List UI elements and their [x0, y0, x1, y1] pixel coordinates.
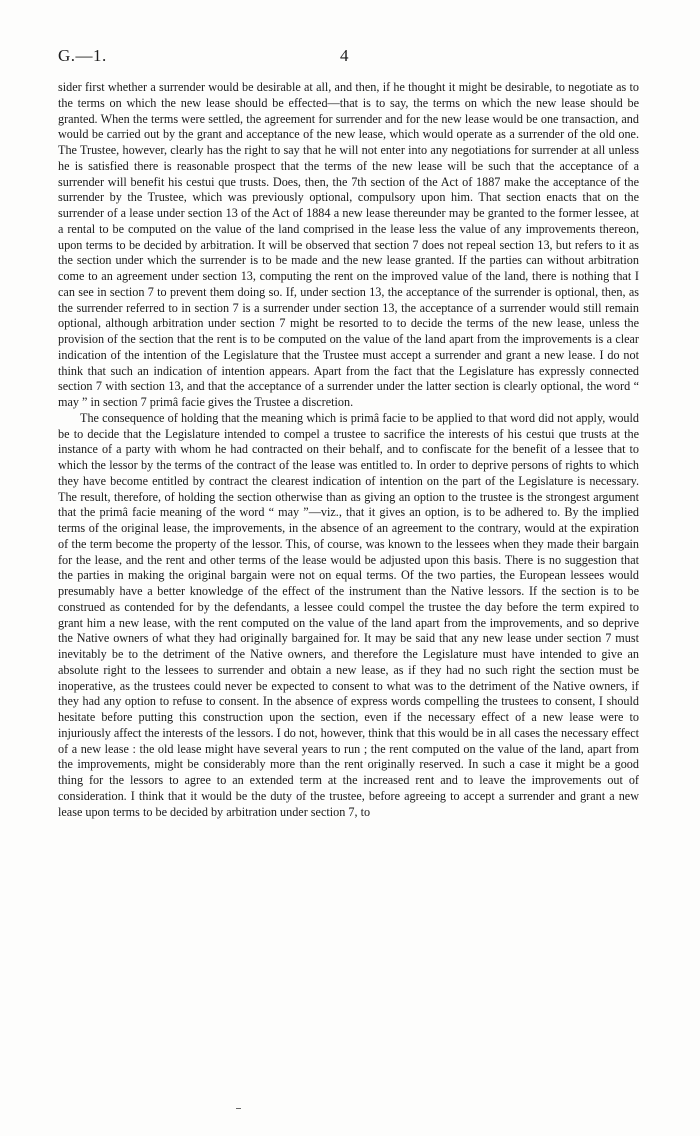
scan-mark — [236, 1108, 241, 1109]
document-reference: G.—1. — [58, 46, 107, 65]
page-header — [0, 46, 700, 70]
body-text — [58, 80, 639, 820]
paragraph: The consequence of holding that the meaning which is primâ facie to be applied to that word did not apply, would be to decide that the Legislature intended to compel a trustee to sacrifice the interests of his cestui que trusts at the instance of a party with whom he had contracted on their behalf, and to confiscate for the benefit of a lessee that to which the lessor by the terms of the contract of the lease was entitled to. In order to deprive persons of rights to which they have become entitled by contract the clearest indication of intention on the part of the Legislature is necessary. The result, therefore, of holding the section otherwise than as giving an option to the trustee is the strongest argument that the primâ facie meaning of the word “ may ”—viz., that it gives an option, is to be adhered to. By the implied terms of the original lease, the improvements, in the absence of an agreement to the contrary, would at the expiration of the term become the property of the lessor. This, of course, was known to the lessees when they made their bargain for the lease, and the rent and other terms of the lease would be adjusted upon this basis. There is no suggestion that the parties in making the original bargain were not on equal terms. Of the two parties, the European lessees would presumably have a better knowledge of the effect of the instrument than the Native lessors. If the section is to be construed as contended for by the defendants, a lessee could compel the trustee the day before the term expired to grant him a new lease, with the rent computed on the value of the land apart from the improvements, and so deprive the Native owners of what they had originally bargained for. It may be said that any new lease under section 7 must inevitably be to the detriment of the Native owners, and therefore the Legislature must have intended to give an absolute right to the lessees to surrender and obtain a new lease, as if they had no such right the section must be inoperative, as the trustees could never be expected to consent to what was to the detriment of the Native owners, if they had any option to refuse to consent. In the absence of express words compelling the trustees to consent, I should hesitate before putting this construction upon the section, even if the necessary effect of a new lease were to injuriously affect the interests of the lessors. I do not, however, think that this would be in all cases the necessary effect of a new lease : the old lease might have several years to run ; the rent computed on the value of the land, apart from the improvements, might be considerably more than the rent originally reserved. In such a case it might be a good thing for the lessors to agree to an extended term at the increased rent and to leave the improvements out of consideration. I think that it would be the duty of the trustee, before agreeing to accept a surrender and grant a new lease upon terms to be decided by arbitration under section 7, to — [58, 410, 639, 819]
paragraph: sider first whether a surrender would be desirable at all, and then, if he thought it might be desirable, to negotiate as to the terms on which the new lease should be effected—that is to say, the terms on which the new lease should be granted. When the terms were settled, the agreement for surrender and for the new lease would be one transaction, and would be carried out by the grant and acceptance of the new lease, which would operate as a surrender of the old one. The Trustee, however, clearly has the right to say that he will not enter into any negotiations for surrender at all unless he is satisfied there is reasonable prospect that the terms of the new lease will be such that the acceptance of a surrender will benefit his cestui que trusts. Does, then, the 7th section of the Act of 1887 make the acceptance of the surrender by the Trustee, which was previously optional, compulsory upon him. That section enacts that on the surrender of a lease under section 13 of the Act of 1884 a new lease thereunder may be granted to the former lessee, at a rental to be computed on the value of the land comprised in the lease less the value of any improvements thereon, upon terms to be decided by arbitration. It will be observed that section 7 does not repeal section 13, but refers to it as the section under which the surrender is to be made and the new lease granted. If the parties can without arbitration come to an agreement under section 13, computing the rent on the improved value of the land, there is nothing that I can see in section 7 to prevent them doing so. If, under section 13, the acceptance of the surrender is optional, then, as the surrender referred to in section 7 is a surrender under section 13, the acceptance of a surrender would still remain optional, although arbitration under section 7 might be resorted to to decide the terms of the new lease, unless the provision of the section that the rent is to be computed on the value of the land apart from the improvements is a clear indication of the intention of the Legislature that the Trustee must accept a surrender and grant a new lease. I do not think that such an indication of intention appears. Apart from the fact that the Legislature has expressly connected section 7 with section 13, and that the acceptance of a surrender under the latter section is clearly optional, the word “ may ” in section 7 primâ facie gives the Trustee a discretion. — [58, 80, 639, 409]
page-number: 4 — [340, 46, 349, 65]
